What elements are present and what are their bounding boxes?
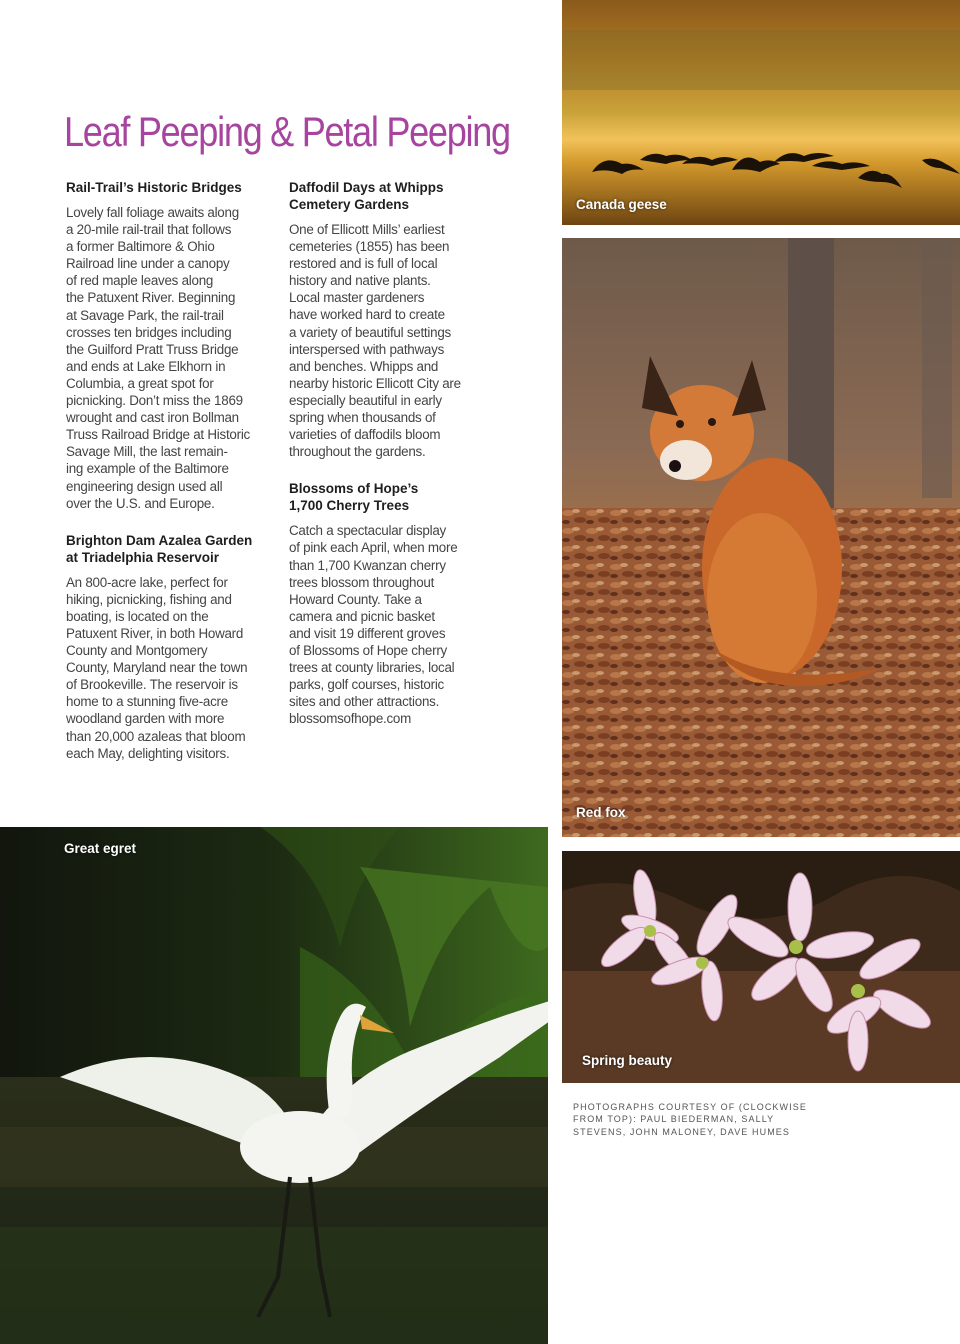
photo-credits: PHOTOGRAPHS COURTESY OF (CLOCKWISE FROM TOP): PAUL BIEDERMAN, SALLY STEVENS, JOHN MALONEY, DAVE HUMES xyxy=(573,1102,807,1137)
section-heading: Rail-Trail’s Historic Bridges xyxy=(66,180,242,195)
left-column xyxy=(66,179,262,782)
photo-caption: Spring beauty xyxy=(582,1053,673,1068)
section-heading: Brighton Dam Azalea Garden at Triadelphia Reservoir xyxy=(66,532,253,565)
page-title: Leaf Peeping & Petal Peeping xyxy=(64,108,510,155)
section-heading: Daffodil Days at Whipps Cemetery Gardens xyxy=(289,180,444,212)
photo-caption: Canada geese xyxy=(576,197,667,212)
section-body: An 800-acre lake, perfect for hiking, picnicking, fishing and boating, is located on the Patuxent River, in both Howard County and Montgomery County, Maryland near the town of Brookeville. The reservoir is home to a stunning five-acre woodland garden with more than 20,000 azaleas that bloom each May, delighting visitors. xyxy=(66,574,248,761)
section-heading: Blossoms of Hope’s 1,700 Cherry Trees xyxy=(289,481,419,514)
canada-geese-photo xyxy=(562,0,960,225)
section-rail-trail xyxy=(66,179,262,512)
section-body: One of Ellicott Mills’ earliest cemeteries (1855) has been restored and is full of local history and native plants. Local master gardeners have worked hard to create a variety of beautiful settings interspersed with pathways and benches. Whipps and nearby historic Ellicott City are especially beautiful in early spring when thousands of varieties of daffodils bloom throughout the gardens. xyxy=(289,222,461,460)
section-brighton-dam xyxy=(66,532,262,762)
great-egret-photo xyxy=(0,827,548,1344)
section-body: Catch a spectacular display of pink each April, when more than 1,700 Kwanzan cherry trees blossom throughout Howard County. Take a camera and picnic basket and visit 19 different groves of Blossoms of Hope cherry trees at county libraries, local parks, golf courses, historic sites and other attractions. blossomsofhope.com xyxy=(289,523,458,727)
photo-caption: Great egret xyxy=(64,841,137,856)
right-column xyxy=(289,179,485,747)
spring-beauty-photo xyxy=(562,851,960,1083)
photo-caption: Red fox xyxy=(576,805,626,820)
section-daffodil-days xyxy=(289,179,485,460)
red-fox-photo xyxy=(562,238,960,837)
section-body: Lovely fall foliage awaits along a 20-mile rail-trail that follows a former Baltimore & Ohio Railroad line under a canopy of red maple leaves along the Patuxent River. Beginning at Savage Park, the rail-trail crosses ten bridges including the Guilford Pratt Truss Bridge and ends at Lake Elkhorn in Columbia, a great spot for picnicking. Don’t miss the 1869 wrought and cast iron Bollman Truss Railroad Bridge at Historic Savage Mill, the last remain- ing example of the Baltimore engineering design used all over the U.S. and Europe. xyxy=(66,205,250,511)
section-cherry-trees xyxy=(289,480,485,727)
